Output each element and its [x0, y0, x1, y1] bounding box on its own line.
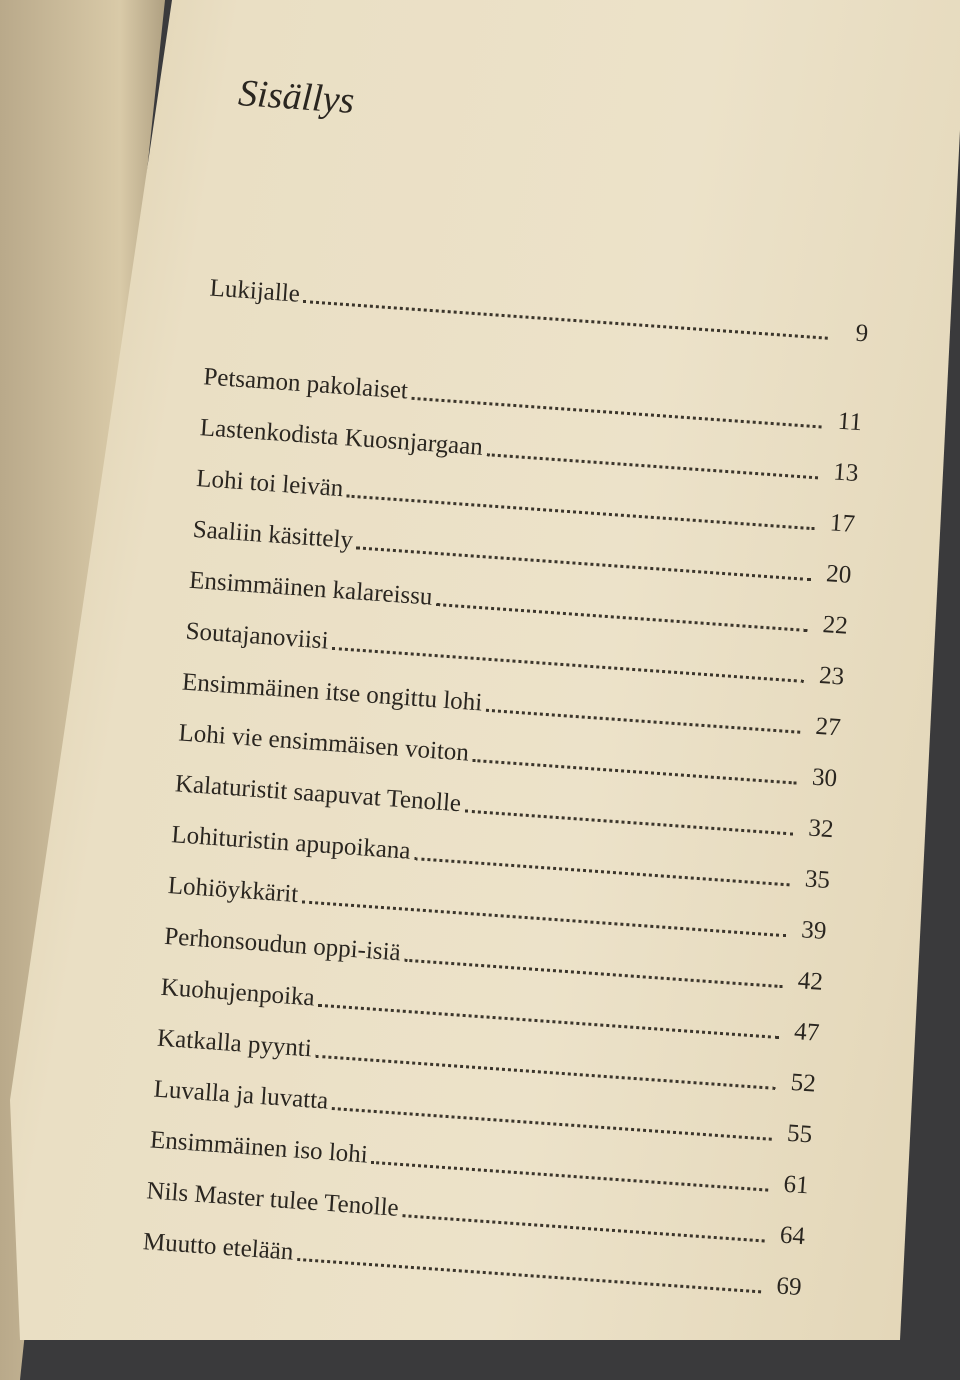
entry-title: Nils Master tulee Tenolle — [145, 1177, 400, 1222]
page-title: Sisällys — [236, 72, 356, 123]
entry-title: Lohi toi leivän — [195, 465, 345, 503]
entry-page-number: 22 — [821, 611, 849, 640]
entry-title: Ensimmäinen iso lohi — [149, 1126, 369, 1169]
entry-page-number: 30 — [811, 763, 838, 793]
entry-title: Kalaturistit saapuvat Tenolle — [174, 770, 462, 818]
entry-title: Lohi vie ensimmäisen voiton — [177, 719, 470, 767]
entry-title: Ensimmäinen kalareissu — [188, 566, 434, 611]
entry-title: Lastenkodista Kuosnjargaan — [199, 414, 484, 461]
entry-page-number: 13 — [832, 458, 860, 488]
entry-title: Ensimmäinen itse ongittu lohi — [181, 668, 484, 717]
entry-title: Lukijalle — [208, 274, 301, 308]
entry-page-number: 47 — [793, 1018, 821, 1047]
toc-entry — [209, 252, 871, 349]
entry-title: Muutto etelään — [142, 1228, 295, 1266]
entry-page-number: 23 — [818, 661, 846, 691]
entry-title: Soutajanoviisi — [184, 617, 330, 655]
entry-title: Luvalla ja luvatta — [152, 1075, 330, 1115]
entry-page-number: 32 — [807, 814, 835, 844]
entry-page-number: 69 — [775, 1272, 803, 1302]
entry-title: Lohituristin apupoikana — [170, 821, 412, 865]
entry-page-number: 52 — [789, 1068, 817, 1098]
entry-page-number: 61 — [782, 1170, 810, 1200]
entry-page-number: 20 — [825, 560, 853, 589]
entry-page-number: 17 — [828, 509, 856, 539]
entry-page-number: 39 — [800, 916, 828, 946]
entry-title: Lohiöykkärit — [167, 872, 300, 909]
entry-page-number: 64 — [779, 1221, 806, 1251]
toc-list — [142, 252, 871, 1303]
entry-page-number: 9 — [854, 319, 870, 348]
entry-page-number: 11 — [836, 407, 863, 437]
entry-page-number: 35 — [804, 865, 831, 895]
entry-title: Katkalla pyynti — [156, 1024, 313, 1063]
table-of-contents — [142, 70, 883, 1302]
entry-title: Kuohujenpoika — [159, 973, 316, 1012]
dot-leader — [303, 300, 828, 340]
entry-page-number: 42 — [796, 967, 824, 996]
entry-title: Petsamon pakolaiset — [202, 363, 409, 405]
entry-page-number: 55 — [786, 1119, 814, 1149]
entry-title: Saaliin käsittely — [191, 515, 354, 555]
entry-page-number: 27 — [814, 712, 842, 742]
entry-title: Perhonsoudun oppi-isiä — [163, 922, 402, 967]
